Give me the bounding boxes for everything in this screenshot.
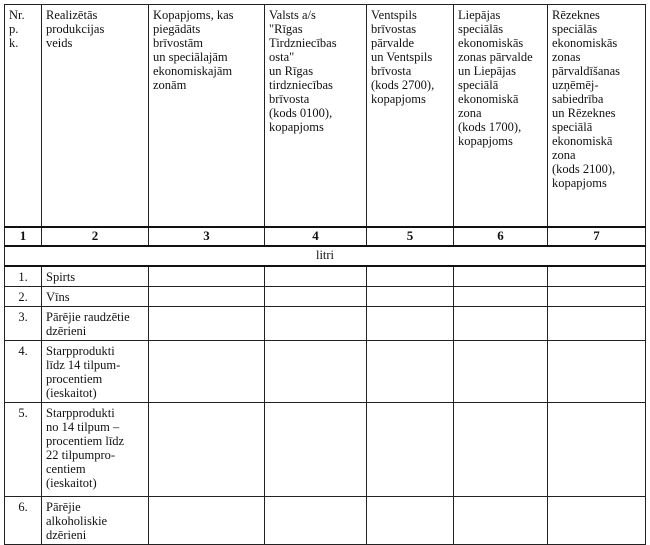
column-number: 6 [454,227,548,246]
data-cell[interactable] [367,340,454,402]
column-number: 3 [149,227,265,246]
data-cell[interactable] [367,286,454,306]
table-row [5,286,646,306]
table-row [5,340,646,402]
header-nr: Nr. p. k. [5,5,42,227]
header-liepaja-zone: Liepājas speciālās ekonomiskās zonas pārvalde un Liepājas speciālā ekonomiskā zona (kods 1700), kopapjoms [454,5,548,227]
data-cell[interactable] [149,286,265,306]
data-cell[interactable] [149,306,265,340]
header-row [5,5,646,227]
column-number: 2 [42,227,149,246]
data-cell[interactable] [548,496,646,544]
table-row [5,402,646,496]
data-cell[interactable] [548,306,646,340]
data-cell[interactable] [548,266,646,287]
data-cell[interactable] [367,496,454,544]
data-cell[interactable] [265,340,367,402]
header-product-type: Realizētās produkcijas veids [42,5,149,227]
row-number: 2. [5,286,42,306]
data-cell[interactable] [454,286,548,306]
row-product-name: Starpprodukti no 14 tilpum – procentiem līdz 22 tilpumpro- centiem (ieskaitot) [42,402,149,496]
row-product-name: Pārējie alkoholiskie dzērieni [42,496,149,544]
data-cell[interactable] [149,266,265,287]
data-cell[interactable] [454,306,548,340]
column-number: 7 [548,227,646,246]
column-number: 5 [367,227,454,246]
table-row [5,266,646,287]
data-cell[interactable] [149,496,265,544]
column-number: 4 [265,227,367,246]
row-number: 4. [5,340,42,402]
header-riga-port: Valsts a/s "Rīgas Tirdzniecības osta" un Rīgas tirdzniecības brīvosta (kods 0100), kopapjoms [265,5,367,227]
data-cell[interactable] [367,266,454,287]
row-product-name: Pārējie raudzētie dzērieni [42,306,149,340]
data-cell[interactable] [367,306,454,340]
table-row [5,306,646,340]
header-total-volume: Kopapjoms, kas piegādāts brīvostām un speciālajām ekonomiskajām zonām [149,5,265,227]
data-cell[interactable] [265,306,367,340]
units-row [5,246,646,266]
data-cell[interactable] [265,402,367,496]
column-number-row [5,227,646,246]
data-cell[interactable] [265,496,367,544]
units-label: litri [5,246,646,266]
row-number: 3. [5,306,42,340]
row-product-name: Starpprodukti līdz 14 tilpum- procentiem (ieskaitot) [42,340,149,402]
data-cell[interactable] [367,402,454,496]
data-cell[interactable] [454,266,548,287]
row-number: 1. [5,266,42,287]
row-product-name: Spirts [42,266,149,287]
data-cell[interactable] [454,340,548,402]
data-cell[interactable] [454,402,548,496]
data-cell[interactable] [149,402,265,496]
row-product-name: Vīns [42,286,149,306]
statistics-form-table [4,4,646,545]
row-number: 5. [5,402,42,496]
data-cell[interactable] [548,286,646,306]
data-cell[interactable] [149,340,265,402]
data-cell[interactable] [265,286,367,306]
data-cell[interactable] [548,402,646,496]
column-number: 1 [5,227,42,246]
header-rezekne-zone: Rēzeknes speciālās ekonomiskās zonas pārvaldīšanas uzņēmēj- sabiedrība un Rēzeknes speciālā ekonomiskā zona (kods 2100), kopapjoms [548,5,646,227]
data-cell[interactable] [265,266,367,287]
data-cell[interactable] [454,496,548,544]
header-ventspils-port: Ventspils brīvostas pārvalde un Ventspils brīvosta (kods 2700), kopapjoms [367,5,454,227]
data-cell[interactable] [548,340,646,402]
table-row [5,496,646,544]
row-number: 6. [5,496,42,544]
